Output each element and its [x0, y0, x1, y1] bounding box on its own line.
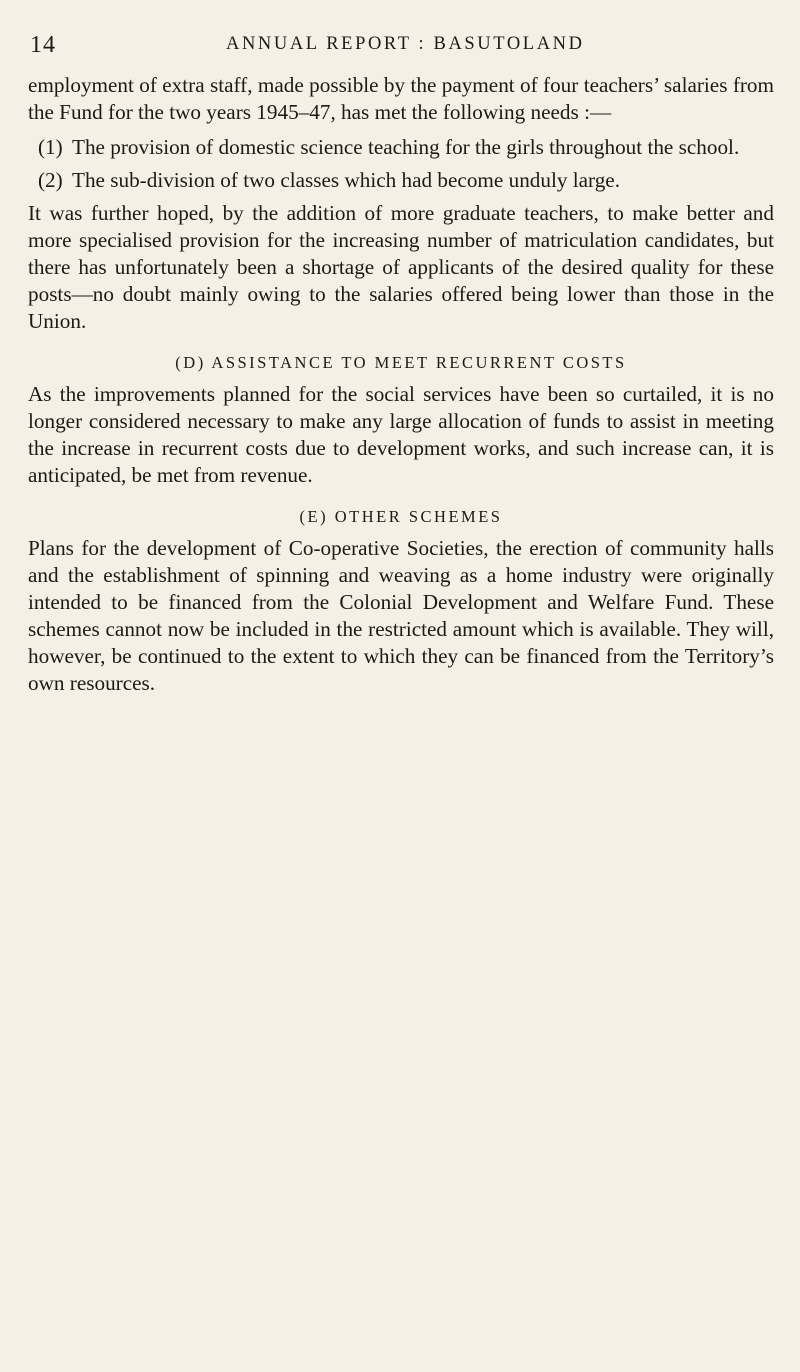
section-heading-d: (D) ASSISTANCE TO MEET RECURRENT COSTS [175, 353, 627, 372]
needs-list [28, 134, 774, 194]
list-item [28, 134, 774, 161]
section-heading-e: (E) OTHER SCHEMES [299, 507, 503, 526]
list-item [28, 167, 774, 194]
page-number: 14 [30, 32, 56, 58]
graduate-teachers-paragraph: It was further hoped, by the addition of more graduate teachers, to make better and more specialised provision for the increasing number of matriculation candidates, but there has unfortunately been a shortage of applicants of the desired quality for these posts—no doubt mainly owing to the salaries offered being lower than those in the Union. [28, 201, 774, 333]
running-header [28, 28, 774, 64]
intro-paragraph: employment of extra staff, made possible by the payment of four teachers’ salaries from the Fund for the two years 1945–47, has met the following needs :— [28, 73, 774, 124]
section-e-paragraph: Plans for the development of Co-operative Societies, the erection of community halls and the establishment of spinning and weaving as a home industry were originally intended to be financed from the Colonial Development and Welfare Fund. These schemes cannot now be included in the restricted amount which is available. They will, however, be continued to the extent to which they can be financed from the Territory’s own resources. [28, 536, 774, 695]
running-title: ANNUAL REPORT : BASUTOLAND [226, 34, 585, 54]
list-item-number: (1) [38, 135, 63, 159]
document-page [28, 28, 774, 697]
section-d-paragraph: As the improvements planned for the social services have been so curtailed, it is no longer considered necessary to make any large allocation of funds to assist in meeting the increase in recurrent costs due to development works, and such increase can, it is anticipated, be met from revenue. [28, 382, 774, 487]
list-item-text: The sub-division of two classes which had become unduly large. [72, 168, 621, 192]
list-item-number: (2) [38, 168, 63, 192]
list-item-text: The provision of domestic science teaching for the girls throughout the school. [72, 135, 740, 159]
